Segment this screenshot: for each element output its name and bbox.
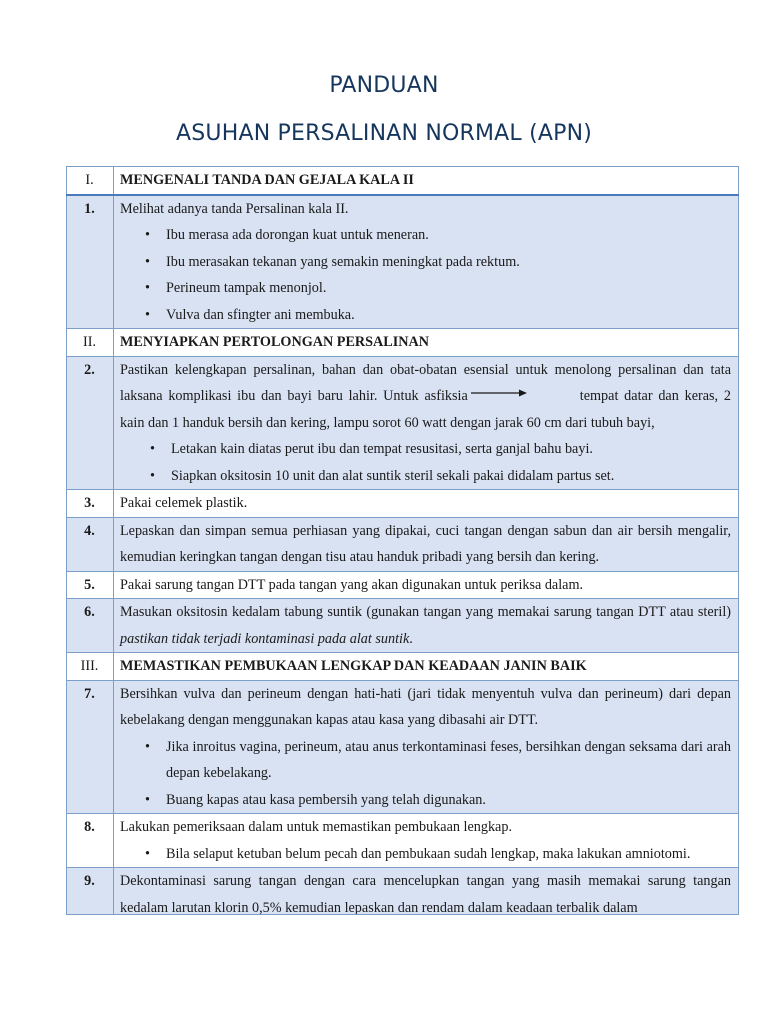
step-row-5 [67,571,739,599]
step-number: 5. [67,571,114,599]
document-subtitle: ASUHAN PERSALINAN NORMAL (APN) [175,121,593,146]
list-item: • Siapkan oksitosin 10 unit dan alat suntik steril sekali pakai didalam partus set. [171,463,731,490]
step-row-9 [67,868,739,915]
step-text: Lepaskan dan simpan semua perhiasan yang dipakai, cuci tangan dengan sabun dan air bersih mengalir, kemudian keringkan tangan dengan tisu atau handuk pribadi yang bersih dan kering. [114,517,739,571]
section-title: MENGENALI TANDA DAN GEJALA KALA II [114,167,739,195]
step-text: Pastikan kelengkapan persalinan, bahan dan obat-obatan esensial untuk menolong persalinan dan tata laksana komplikasi ibu dan bayi baru lahir. Untuk asfiksia tempat datar dan keras, 2 kain dan 1 handuk bersih dan kering, lampu sorot 60 watt dengan jarak 60 cm dari tubuh bayi, [120,361,731,431]
list-item: • Ibu merasa ada dorongan kuat untuk meneran. [166,222,731,249]
bullet-icon: • [145,253,150,270]
bullet-icon: • [145,306,150,323]
bullet-icon: • [150,467,155,484]
section-row-2 [67,329,739,357]
step-row-8 [67,814,739,868]
step-number: 3. [67,490,114,518]
bullet-list [120,222,731,328]
section-number: II. [67,329,114,357]
step-text: Pakai celemek plastik. [114,490,739,518]
list-item: • Letakan kain diatas perut ibu dan tempat resusitasi, serta ganjal bahu bayi. [171,436,731,463]
list-item: • Bila selaput ketuban belum pecah dan pembukaan sudah lengkap, maka lakukan amniotomi. [166,841,731,868]
step-number: 6. [67,599,114,653]
step-text: Dekontaminasi sarung tangan dengan cara mencelupkan tangan yang masih memakai sarung tangan kedalam larutan klorin 0,5% kemudian lepaskan dan rendam dalam keadaan terbalik dalam [120,873,731,914]
section-row-1 [67,167,739,195]
step-text: Melihat adanya tanda Persalinan kala II. [120,200,349,217]
bullet-icon: • [145,227,150,243]
section-title: MEMASTIKAN PEMBUKAAN LENGKAP DAN KEADAAN JANIN BAIK [114,653,739,681]
step-text: Masukan oksitosin kedalam tabung suntik (gunakan tangan yang memakai sarung tangan DTT atau steril) pastikan tidak terjadi kontaminasi pada alat suntik. [114,599,739,653]
step-number: 7. [67,680,114,814]
step-number: 8. [67,814,114,868]
step-text: Lakukan pemeriksaan dalam untuk memastikan pembukaan lengkap. [120,819,512,835]
step-row-2 [67,356,739,490]
bullet-icon: • [150,441,155,457]
step-row-3 [67,490,739,518]
section-title: MENYIAPKAN PERTOLONGAN PERSALINAN [114,329,739,357]
step-row-4 [67,517,739,571]
step-row-7 [67,680,739,814]
step-row-1 [67,195,739,329]
bullet-icon: • [145,738,150,755]
section-row-3 [67,653,739,681]
list-item: • Jika inroitus vagina, perineum, atau anus terkontaminasi feses, bersihkan dengan seksama dari arah depan kebelakang. [166,734,731,787]
bullet-list [120,436,731,489]
list-item: • Vulva dan sfingter ani membuka. [166,302,731,329]
step-text: Pakai sarung tangan DTT pada tangan yang akan digunakan untuk periksa dalam. [114,571,739,599]
italic-note: pastikan tidak terjadi kontaminasi pada alat suntik [120,630,410,647]
step-number: 1. [67,195,114,329]
list-item: • Ibu merasakan tekanan yang semakin meningkat pada rektum. [166,249,731,276]
step-number: 2. [67,356,114,490]
apn-steps-table [66,166,739,915]
bullet-list [120,841,731,868]
step-number: 9. [67,868,114,915]
bullet-icon: • [145,845,150,862]
document-title: PANDUAN [329,73,439,98]
step-number: 4. [67,517,114,571]
bullet-list [120,734,731,814]
list-item: • Buang kapas atau kasa pembersih yang telah digunakan. [166,787,731,814]
section-number: I. [67,167,114,195]
section-number: III. [67,653,114,681]
bullet-icon: • [145,791,150,808]
arrow-right-icon [470,388,528,398]
step-text: Bersihkan vulva dan perineum dengan hati-hati (jari tidak menyentuh vulva dan perineum) dari depan kebelakang dengan menggunakan kapas atau kasa yang dibasahi air DTT. [120,685,731,728]
bullet-icon: • [145,280,150,296]
list-item: • Perineum tampak menonjol. [166,275,731,302]
step-row-6 [67,599,739,653]
